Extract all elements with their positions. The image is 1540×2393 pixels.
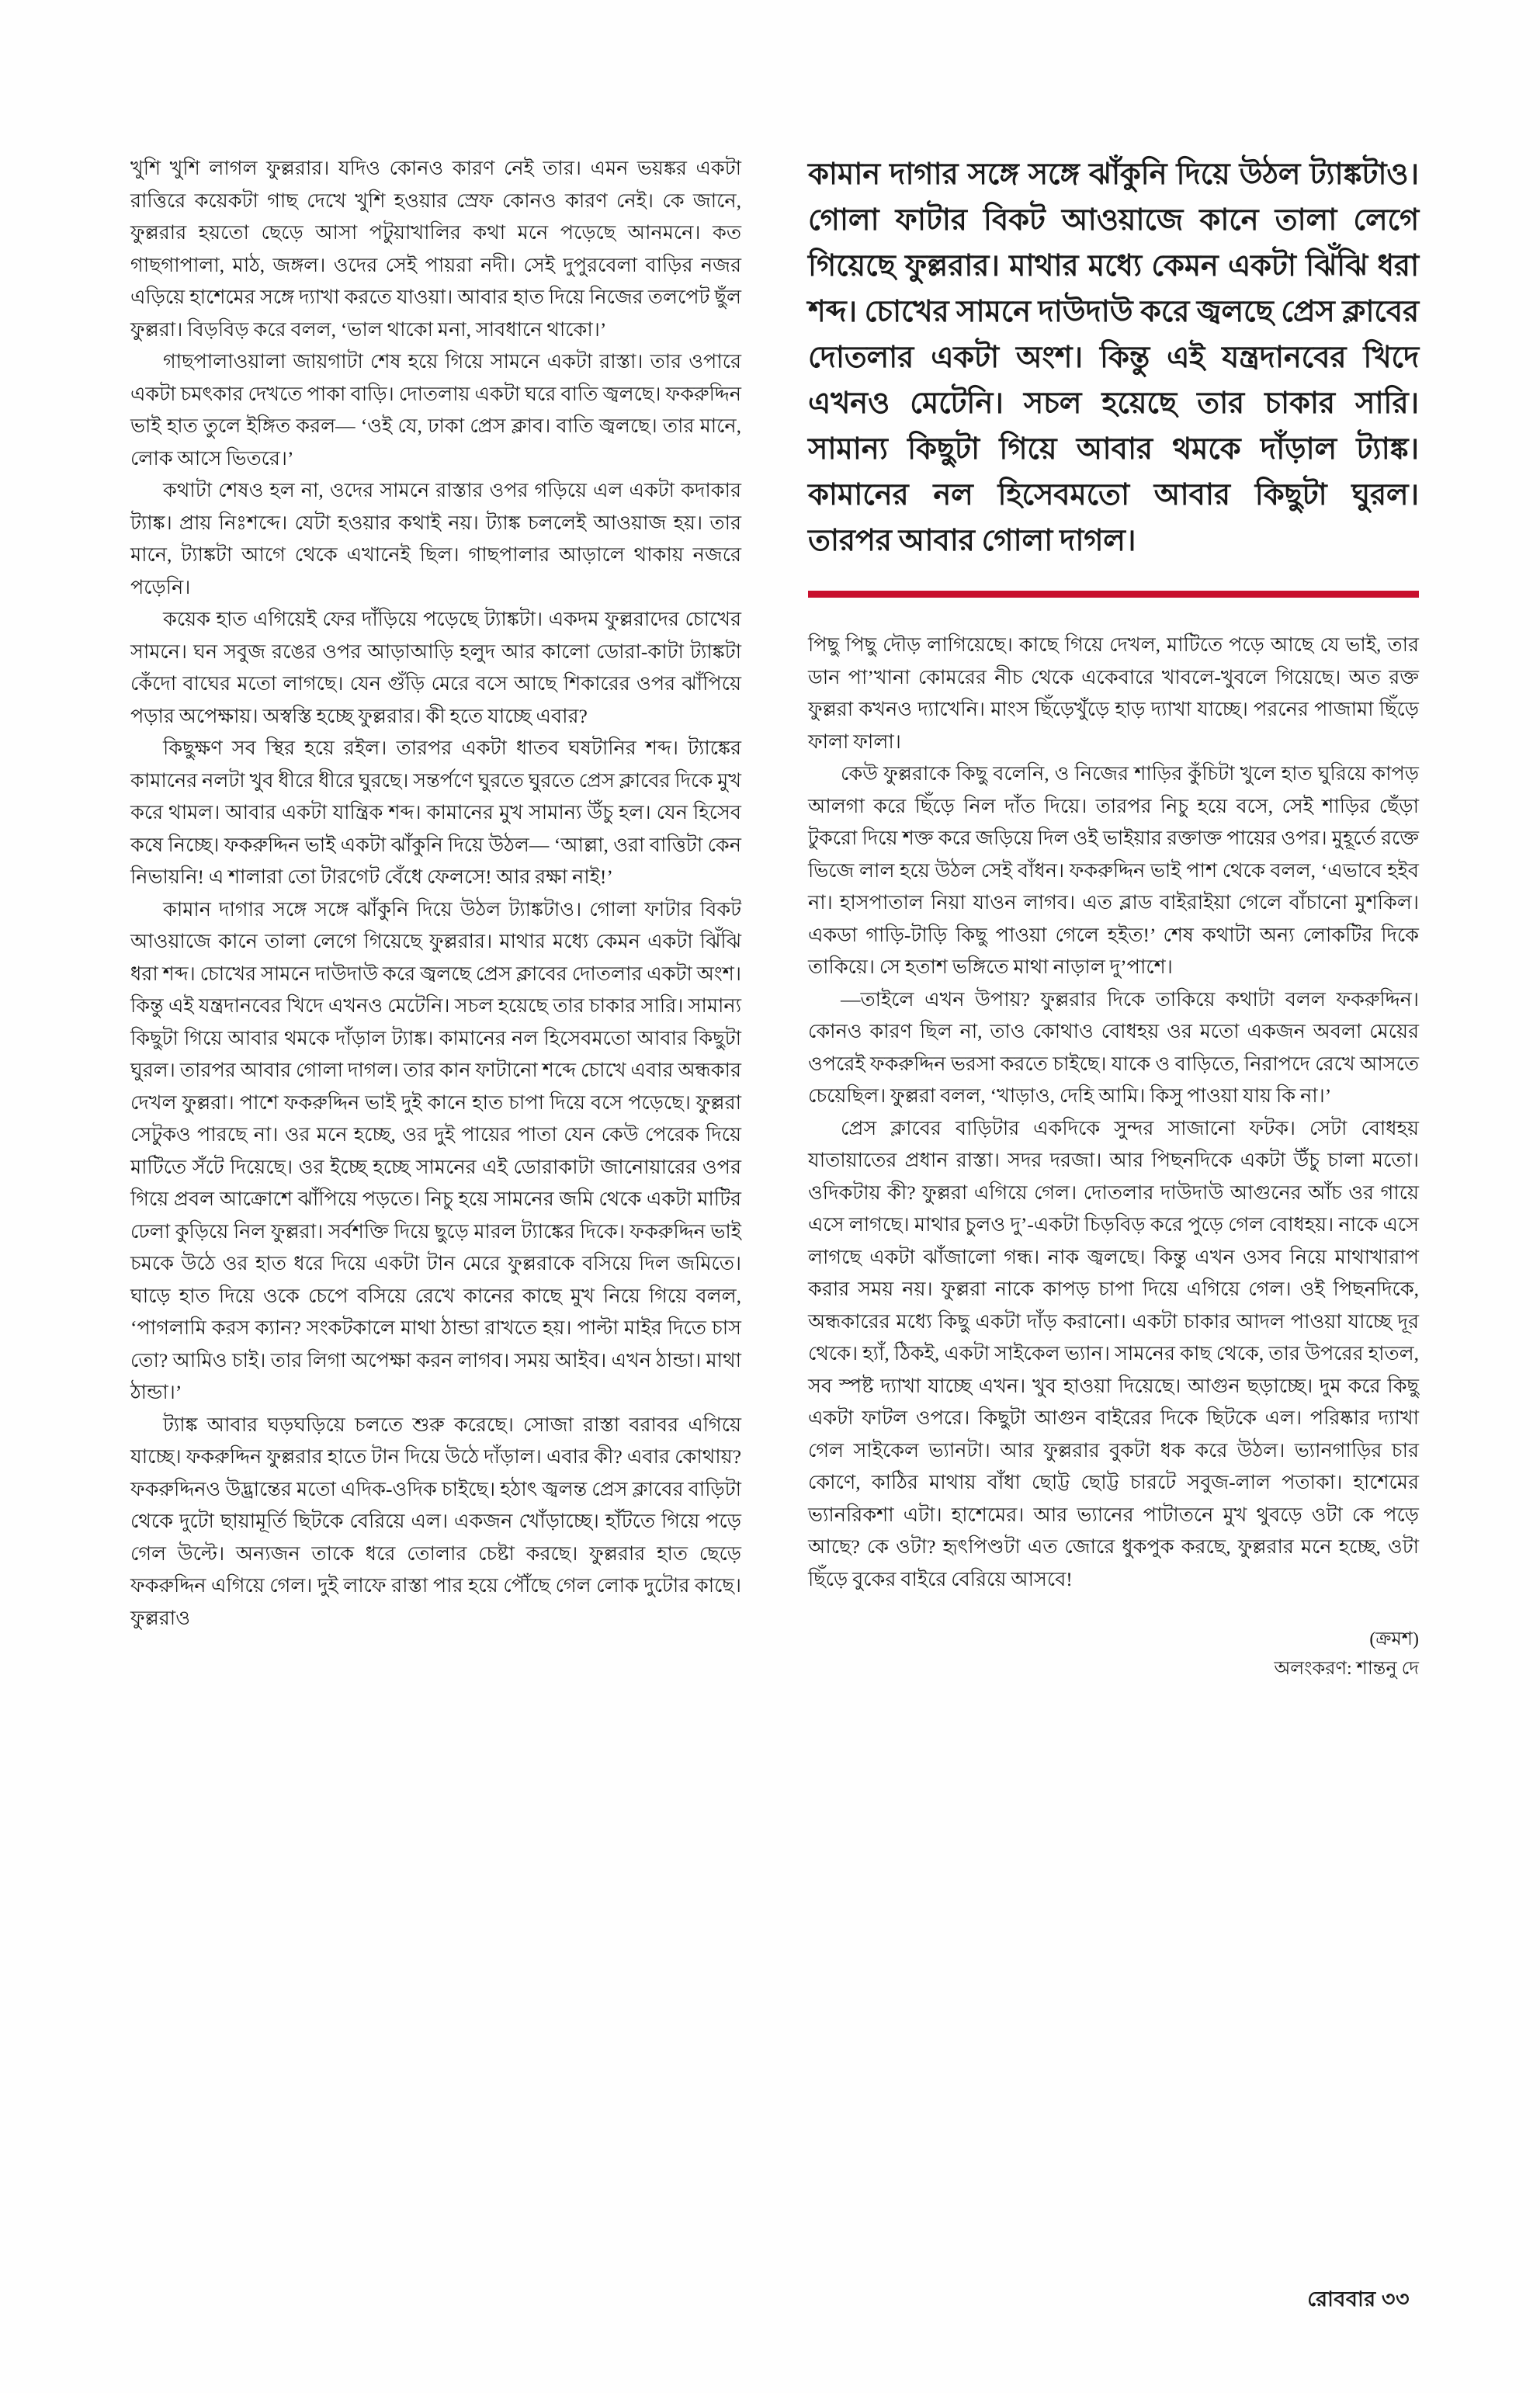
body-paragraph: কেউ ফুল্লরাকে কিছু বলেনি, ও নিজের শাড়ির কুঁচিটা খুলে হাত ঘুরিয়ে কাপড় আলগা করে ছিঁড়ে নিল দাঁত দিয়ে। তারপর নিচু হয়ে বসে, সেই শাড়ির ছেঁড়া টুকরো দিয়ে শক্ত করে জড়িয়ে দিল ওই ভাইয়ার রক্তাক্ত পায়ের ওপর। মুহূর্তে রক্তে ভিজে লাল হয়ে উঠল সেই বাঁধন। ফকরুদ্দিন ভাই পাশ থেকে বলল, ‘এভাবে হইব না। হাসপাতাল নিয়া যাওন লাগব। এত ব্লাড বাইরাইয়া গেলে বাঁচানো মুশকিল। একডা গাড়ি-টাড়ি কিছু পাওয়া গেলে হইত!’ শেষ কথাটা অন্য লোকটির দিকে তাকিয়ে। সে হতাশ ভঙ্গিতে মাথা নাড়াল দু’পাশে।	[808, 762, 1419, 978]
body-paragraph: কামান দাগার সঙ্গে সঙ্গে ঝাঁকুনি দিয়ে উঠল ট্যাঙ্কটাও। গোলা ফাটার বিকট আওয়াজে কানে তালা লেগে গিয়েছে ফুল্লরার। মাথার মধ্যে কেমন একটা ঝিঁঝি ধরা শব্দ। চোখের সামনে দাউদাউ করে জ্বলছে প্রেস ক্লাবের দোতলার একটা অংশ। কিন্তু এই যন্ত্রদানবের খিদে এখনও মেটেনি। সচল হয়েছে তার চাকার সারি। সামান্য কিছুটা গিয়ে আবার থমকে দাঁড়াল ট্যাঙ্ক। কামানের নল হিসেবমতো আবার কিছুটা ঘুরল। তারপর আবার গোলা দাগল। তার কান ফাটানো শব্দে চোখে এবার অন্ধকার দেখল ফুল্লরা। পাশে ফকরুদ্দিন ভাই দুই কানে হাত চাপা দিয়ে বসে পড়েছে। ফুল্লরা সেটুকও পারছে না। ওর মনে হচ্ছে, ওর দুই পায়ের পাতা যেন কেউ পেরেক দিয়ে মাটিতে সঁটে দিয়েছে। ওর ইচ্ছে হচ্ছে সামনের এই ডোরাকাটা জানোয়ারের ওপর গিয়ে প্রবল আক্রোশে ঝাঁপিয়ে পড়তে। নিচু হয়ে সামনের জমি থেকে একটা মাটির ঢেলা কুড়িয়ে নিল ফুল্লরা। সর্বশক্তি দিয়ে ছুড়ে মারল ট্যাঙ্কের দিকে। ফকরুদ্দিন ভাই চমকে উঠে ওর হাত ধরে দিয়ে একটা টান মেরে ফুল্লরাকে বসিয়ে দিল জমিতে। ঘাড়ে হাত দিয়ে ওকে চেপে বসিয়ে রেখে কানের কাছে মুখ নিয়ে গিয়ে বলল, ‘পাগলামি করস ক্যান? সংকটকালে মাথা ঠান্ডা রাখতে হয়। পাল্টা মাইর দিতে চাস তো? আমিও চাই। তার লিগা অপেক্ষা করন লাগব। সময় আইব। এখন ঠান্ডা। মাথা ঠান্ডা।’	[130, 897, 741, 1403]
body-paragraph: প্রেস ক্লাবের বাড়িটার একদিকে সুন্দর সাজানো ফটক। সেটা বোধহয় যাতায়াতের প্রধান রাস্তা। সদর দরজা। আর পিছনদিকে একটা উঁচু চালা মতো। ওদিকটায় কী? ফুল্লরা এগিয়ে গেল। দোতলার দাউদাউ আগুনের আঁচ ওর গায়ে এসে লাগছে। মাথার চুলও দু’-একটা চিড়বিড় করে পুড়ে গেল বোধহয়। নাকে এসে লাগছে একটা ঝাঁজালো গন্ধ। নাক জ্বলছে। কিন্তু এখন ওসব নিয়ে মাথাখারাপ করার সময় নয়। ফুল্লরা নাকে কাপড় চাপা দিয়ে এগিয়ে গেল। ওই পিছনদিকে, অন্ধকারের মধ্যে কিছু একটা দাঁড় করানো। একটা চাকার আদল পাওয়া যাচ্ছে দূর থেকে। হ্যাঁ, ঠিকই, একটা সাইকেল ভ্যান। সামনের কাছ থেকে, তার উপরের হাতল, সব স্পষ্ট দ্যাখা যাচ্ছে এখন। খুব হাওয়া দিয়েছে। আগুন ছড়াচ্ছে। দুম করে কিছু একটা ফাটল ওপরে। কিছুটা আগুন বাইরের দিকে ছিটকে এল। পরিষ্কার দ্যাখা গেল সাইকেল ভ্যানটা। আর ফুল্লরার বুকটা ধক করে উঠল। ভ্যানগাড়ির চার কোণে, কাঠির মাথায় বাঁধা ছোট্ট ছোট্ট চারটে সবুজ-লাল পতাকা। হাশেমের ভ্যানরিকশা এটা। হাশেমের। আর ভ্যানের পাটাতনে মুখ থুবড়ে ওটা কে পড়ে আছে? কে ওটা? হৃৎপিণ্ডটা এত জোরে ধুকপুক করছে, ফুল্লরার মনে হচ্ছে, ওটা ছিঁড়ে বুকের বাইরে বেরিয়ে আসবে!	[808, 1116, 1419, 1590]
body-paragraph: গাছপালাওয়ালা জায়গাটা শেষ হয়ে গিয়ে সামনে একটা রাস্তা। তার ওপারে একটা চমৎকার দেখতে পাকা বাড়ি। দোতলায় একটা ঘরে বাতি জ্বলছে। ফকরুদ্দিন ভাই হাত তুলে ইঙ্গিত করল— ‘ওই যে, ঢাকা প্রেস ক্লাব। বাতি জ্বলছে। তার মানে, লোক আসে ভিতরে।’	[130, 350, 742, 470]
body-paragraph: কিছুক্ষণ সব স্থির হয়ে রইল। তারপর একটা ধাতব ঘষটানির শব্দ। ট্যাঙ্কের কামানের নলটা খুব ধীরে ধীরে ঘুরছে। সন্তর্পণে ঘুরতে ঘুরতে প্রেস ক্লাবের দিকে মুখ করে থামল। আবার একটা যান্ত্রিক শব্দ। কামানের মুখ সামান্য উঁচু হল। যেন হিসেব কষে নিচ্ছে। ফকরুদ্দিন ভাই একটা ঝাঁকুনি দিয়ে উঠল— ‘আল্লা, ওরা বাত্তিটা কেন নিভায়নি! এ শালারা তো টারগেট বেঁধে ফেলসে! আর রক্ষা নাই!’	[130, 737, 741, 888]
left-column	[130, 152, 741, 2232]
pull-quote: কামান দাগার সঙ্গে সঙ্গে ঝাঁকুনি দিয়ে উঠল ট্যাঙ্কটাও। গোলা ফাটার বিকট আওয়াজে কানে তালা লেগে গিয়েছে ফুল্লরার। মাথার মধ্যে কেমন একটা ঝিঁঝি ধরা শব্দ। চোখের সামনে দাউদাউ করে জ্বলছে প্রেস ক্লাবের দোতলার একটা অংশ। কিন্তু এই যন্ত্রদানবের খিদে এখনও মেটেনি। সচল হয়েছে তার চাকার সারি। সামান্য কিছুটা গিয়ে আবার থমকে দাঁড়াল ট্যাঙ্ক। কামানের নল হিসেবমতো আবার কিছুটা ঘুরল। তারপর আবার গোলা দাগল।	[808, 158, 1419, 557]
two-column-layout	[130, 152, 1419, 2232]
body-paragraph: খুশি খুশি লাগল ফুল্লরার। যদিও কোনও কারণ নেই তার। এমন ভয়ঙ্কর একটা রাত্তিরে কয়েকটা গাছ দেখে খুশি হওয়ার স্রেফ কোনও কারণ নেই। কে জানে, ফুল্লরার হয়তো ছেড়ে আসা পটুয়াখালির কথা মনে পড়েছে আনমনে। কত গাছগাপালা, মাঠ, জঙ্গল। ওদের সেই পায়রা নদী। সেই দুপুরবেলা বাড়ির নজর এড়িয়ে হাশেমের সঙ্গে দ্যাখা করতে যাওয়া। আবার হাত দিয়ে নিজের তলপেট ছুঁল ফুল্লরা। বিড়বিড় করে বলল, ‘ভাল থাকো মনা, সাবধানে থাকো।’	[130, 157, 741, 341]
body-paragraph: কথাটা শেষও হল না, ওদের সামনে রাস্তার ওপর গড়িয়ে এল একটা কদাকার ট্যাঙ্ক। প্রায় নিঃশব্দে। যেটা হওয়ার কথাই নয়। ট্যাঙ্ক চললেই আওয়াজ হয়। তার মানে, ট্যাঙ্কটা আগে থেকে এখানেই ছিল। গাছপালার আড়ালে থাকায় নজরে পড়েনি।	[130, 479, 741, 598]
continued-marker: (ক্রমশ)	[1369, 1629, 1419, 1649]
body-paragraph: ট্যাঙ্ক আবার ঘড়ঘড়িয়ে চলতে শুরু করেছে। সোজা রাস্তা বরাবর এগিয়ে যাচ্ছে। ফকরুদ্দিন ফুল্লরার হাতে টান দিয়ে উঠে দাঁড়াল। এবার কী? এবার কোথায়? ফকরুদ্দিনও উদ্ভ্রান্তের মতো এদিক-ওদিক চাইছে। হঠাৎ জ্বলন্ত প্রেস ক্লাবের বাড়িটা থেকে দুটো ছায়ামূর্তি ছিটকে বেরিয়ে এল। একজন খোঁড়াচ্ছে। হাঁটতে গিয়ে পড়ে গেল উল্টে। অন্যজন তাকে ধরে তোলার চেষ্টা করছে। ফুল্লরার হাত ছেড়ে ফকরুদ্দিন এগিয়ে গেল। দুই লাফে রাস্তা পার হয়ে পৌঁছে গেল লোক দুটোর কাছে। ফুল্লরাও	[130, 1413, 741, 1629]
body-paragraph: —তাইলে এখন উপায়? ফুল্লরার দিকে তাকিয়ে কথাটা বলল ফকরুদ্দিন। কোনও কারণ ছিল না, তাও কোথাও বোধহয় ওর মতো একজন অবলা মেয়ের ওপরেই ফকরুদ্দিন ভরসা করতে চাইছে। যাকে ও বাড়িতে, নিরাপদে রেখে আসতে চেয়েছিল। ফুল্লরা বলল, ‘খাড়াও, দেহি আমি। কিসু পাওয়া যায় কি না।’	[808, 987, 1419, 1107]
accent-divider	[808, 591, 1419, 598]
right-column	[808, 152, 1419, 2232]
body-paragraph: পিছু পিছু দৌড় লাগিয়েছে। কাছে গিয়ে দেখল, মাটিতে পড়ে আছে যে ভাই, তার ডান পা’খানা কোমরের নীচ থেকে একেবারে খাবলে-খুবলে গিয়েছে। অত রক্ত ফুল্লরা কখনও দ্যাখেনি। মাংস ছিঁড়েখুঁড়ে হাড় দ্যাখা যাচ্ছে। পরনের পাজামা ছিঁড়ে ফালা ফালা।	[808, 633, 1419, 753]
illustration-credit: অলংকরণ: শান্তনু দে	[1274, 1659, 1419, 1679]
page-folio: রোববার ৩৩	[1307, 2287, 1410, 2311]
body-paragraph: কয়েক হাত এগিয়েই ফের দাঁড়িয়ে পড়েছে ট্যাঙ্কটা। একদম ফুল্লরাদের চোখের সামনে। ঘন সবুজ রঙের ওপর আড়াআড়ি হলুদ আর কালো ডোরা-কাটা ট্যাঙ্কটা কেঁদো বাঘের মতো লাগছে। যেন গুঁড়ি মেরে বসে আছে শিকারের ওপর ঝাঁপিয়ে পড়ার অপেক্ষায়। অস্বস্তি হচ্ছে ফুল্লরার। কী হতে যাচ্ছে এবার?	[130, 608, 741, 727]
colophon	[808, 1625, 1419, 1684]
